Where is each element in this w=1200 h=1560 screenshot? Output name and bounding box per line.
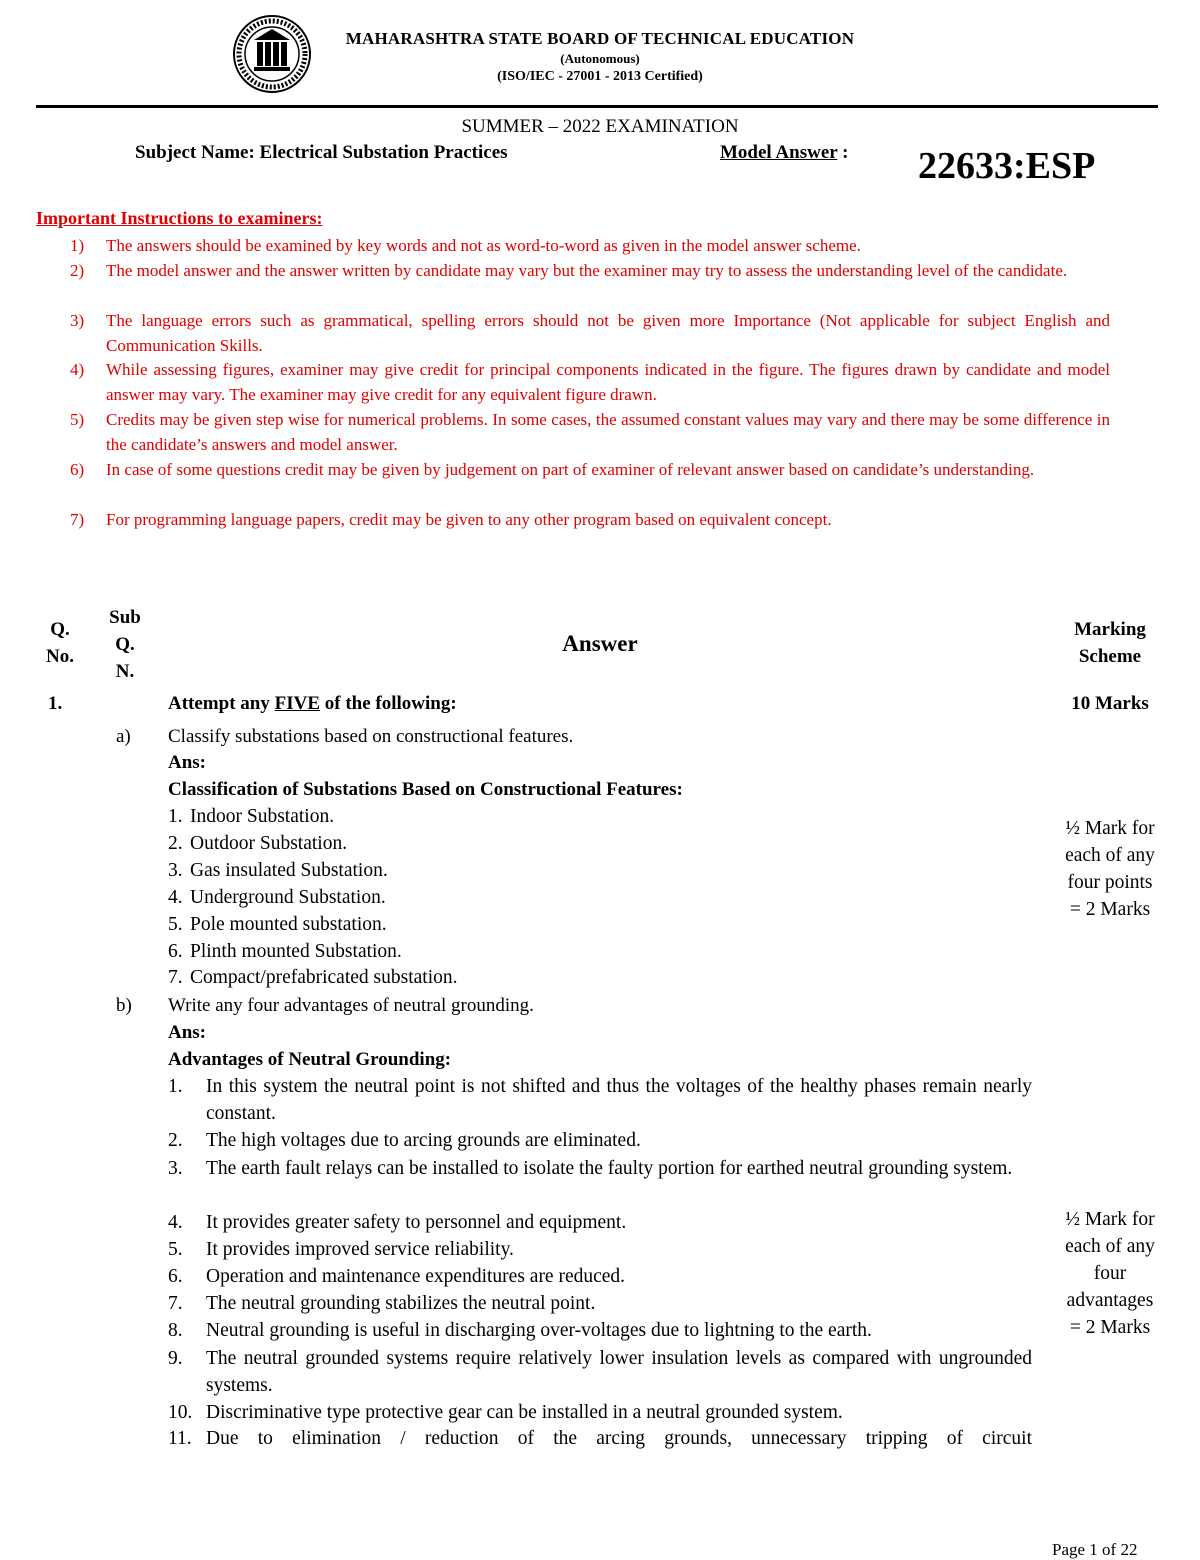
instruction-number: 6) <box>70 460 85 479</box>
instruction-text: The model answer and the answer written by candidate may vary but the examiner may try to assess the understanding level of the candidate. <box>106 261 1068 280</box>
instruction-item <box>70 508 1110 533</box>
marking-note-line: each of any <box>1065 1236 1155 1257</box>
instruction-item <box>70 408 1110 457</box>
item-number: 4. <box>168 1212 183 1233</box>
item-number: 10. <box>168 1402 193 1423</box>
sub-q-line-2: Q. <box>115 634 135 655</box>
page-number: Page 1 of 22 <box>1052 1540 1138 1559</box>
sub-q-line-1: Sub <box>109 607 141 628</box>
instructions-title: Important Instructions to examiners: <box>36 208 323 228</box>
marking-line-1: Marking <box>1074 619 1146 640</box>
item-text: Outdoor Substation. <box>190 833 348 854</box>
instruction-number: 4) <box>70 360 85 379</box>
subject-name: Subject Name: Electrical Substation Practices <box>135 142 508 163</box>
prompt-post: of the following: <box>320 693 457 714</box>
marking-note-line: ½ Mark for <box>1065 1209 1155 1230</box>
list-item <box>168 884 386 911</box>
item-number: 8. <box>168 1320 183 1341</box>
item-text: It provides greater safety to personnel and equipment. <box>206 1212 627 1233</box>
instruction-text: For programming language papers, credit may be given to any other program based on equivalent concept. <box>106 510 832 529</box>
item-text: Indoor Substation. <box>190 806 335 827</box>
item-text: The neutral grounding stabilizes the neutral point. <box>206 1293 596 1314</box>
list-item <box>168 1317 1032 1344</box>
marking-note-line: four points <box>1067 872 1153 893</box>
list-item <box>168 938 402 965</box>
list-item <box>168 1236 1032 1263</box>
item-text: Plinth mounted Substation. <box>190 941 402 962</box>
prompt-pre: Attempt any <box>168 693 275 714</box>
autonomous-label: (Autonomous) <box>560 51 640 66</box>
item-number: 3. <box>168 860 183 881</box>
list-item <box>168 857 388 884</box>
item-number: 5. <box>168 914 183 935</box>
exam-title: SUMMER – 2022 EXAMINATION <box>461 116 739 137</box>
item-number: 1. <box>168 806 183 827</box>
item-text: Underground Substation. <box>190 887 386 908</box>
marking-note-line: = 2 Marks <box>1069 1317 1151 1338</box>
model-answer-colon: : <box>837 142 849 163</box>
item-text: Gas insulated Substation. <box>190 860 388 881</box>
item-text: Operation and maintenance expenditures are reduced. <box>206 1266 626 1287</box>
q-no-header <box>30 616 90 670</box>
list-item <box>168 1399 1032 1426</box>
list-item <box>168 1073 1032 1127</box>
list-item <box>168 1127 1032 1154</box>
marking-note <box>1040 815 1180 923</box>
instruction-text: While assessing figures, examiner may give credit for principal components indicated in the figure. The figures drawn by candidate and model answer may vary. The examiner may give credit for any equivalent figure drawn. <box>106 360 1110 404</box>
instruction-item <box>70 234 1110 259</box>
list-item <box>168 1209 1032 1236</box>
instruction-text: The language errors such as grammatical, spelling errors should not be given more Importance (Not applicable for subject English and Communication Skills. <box>106 311 1110 355</box>
item-text: Compact/prefabricated substation. <box>190 967 458 988</box>
item-text: Due to elimination / reduction of the arcing grounds, unnecessary tripping of circuit <box>206 1428 1032 1449</box>
item-number: 5. <box>168 1239 183 1260</box>
item-text: Discriminative type protective gear can be installed in a neutral grounded system. <box>206 1402 843 1423</box>
marking-note-line: each of any <box>1065 845 1155 866</box>
sub-question-label: b) <box>116 995 132 1016</box>
question-number: 1. <box>48 693 63 714</box>
sub-q-header <box>95 604 155 685</box>
instruction-item <box>70 458 1110 483</box>
prompt-five: FIVE <box>274 693 321 714</box>
ans-label: Ans: <box>168 752 207 773</box>
list-item <box>168 1290 1032 1317</box>
list-item <box>168 911 387 938</box>
marking-note-line: four <box>1093 1263 1127 1284</box>
list-item <box>168 830 347 857</box>
item-text: The earth fault relays can be installed to isolate the faulty portion for earthed neutral grounding system. <box>206 1158 1013 1179</box>
instruction-number: 1) <box>70 236 85 255</box>
instruction-number: 2) <box>70 261 85 280</box>
instruction-number: 3) <box>70 311 85 330</box>
certification-label: (ISO/IEC - 27001 - 2013 Certified) <box>497 69 703 84</box>
item-text: Neutral grounding is useful in discharging over-voltages due to lightning to the earth. <box>206 1320 872 1341</box>
item-number: 9. <box>168 1348 183 1369</box>
marking-note <box>1040 1206 1180 1341</box>
instruction-number: 5) <box>70 410 85 429</box>
marking-scheme-header <box>1040 616 1180 670</box>
subject-code: 22633:ESP <box>918 145 1096 187</box>
item-number: 4. <box>168 887 183 908</box>
answer-heading: Classification of Substations Based on Constructional Features: <box>168 779 683 800</box>
item-number: 6. <box>168 941 183 962</box>
ans-label: Ans: <box>168 1022 207 1043</box>
item-number: 1. <box>168 1076 183 1097</box>
model-answer-label <box>720 142 848 164</box>
list-item <box>168 1263 1032 1290</box>
item-text: The neutral grounded systems require relatively lower insulation levels as compared with ungrounded systems. <box>206 1348 1032 1396</box>
list-item <box>168 1155 1032 1182</box>
item-text: Pole mounted substation. <box>190 914 387 935</box>
instruction-number: 7) <box>70 510 85 529</box>
marking-note-line: advantages <box>1066 1290 1154 1311</box>
instruction-item <box>70 358 1110 407</box>
sub-q-line-3: N. <box>115 661 135 682</box>
model-answer-text: Model Answer <box>720 142 838 163</box>
question-prompt <box>168 690 457 717</box>
item-text: It provides improved service reliability. <box>206 1239 514 1260</box>
list-item <box>168 1345 1032 1399</box>
instruction-text: The answers should be examined by key words and not as word-to-word as given in the model answer scheme. <box>106 236 861 255</box>
list-item <box>168 803 334 830</box>
instruction-item <box>70 259 1110 284</box>
item-number: 2. <box>168 1130 183 1151</box>
item-number: 7. <box>168 1293 183 1314</box>
sub-question-text: Classify substations based on constructional features. <box>168 726 574 747</box>
item-number: 2. <box>168 833 183 854</box>
sub-question-text: Write any four advantages of neutral grounding. <box>168 995 534 1016</box>
answer-header: Answer <box>562 631 638 656</box>
marking-line-2: Scheme <box>1078 646 1142 667</box>
item-number: 6. <box>168 1266 183 1287</box>
list-item <box>168 1425 1032 1452</box>
item-number: 11. <box>168 1428 192 1449</box>
question-marks: 10 Marks <box>1071 693 1149 714</box>
instruction-text: Credits may be given step wise for numerical problems. In some cases, the assumed constant values may vary and there may be some difference in the candidate’s answers and model answer. <box>106 410 1110 454</box>
instruction-item <box>70 309 1110 358</box>
marking-note-line: = 2 Marks <box>1069 899 1151 920</box>
item-text: In this system the neutral point is not shifted and thus the voltages of the healthy phases remain nearly constant. <box>206 1076 1032 1124</box>
org-name: MAHARASHTRA STATE BOARD OF TECHNICAL EDUCATION <box>345 29 855 48</box>
sub-question-label: a) <box>116 726 131 747</box>
q-no-line-2: No. <box>46 646 74 667</box>
instruction-text: In case of some questions credit may be given by judgement on part of examiner of relevant answer based on candidate’s understanding. <box>106 460 1035 479</box>
marking-note-line: ½ Mark for <box>1065 818 1155 839</box>
item-number: 7. <box>168 967 183 988</box>
answer-heading: Advantages of Neutral Grounding: <box>168 1049 452 1070</box>
list-item <box>168 964 458 991</box>
header-divider <box>36 105 1158 108</box>
q-no-line-1: Q. <box>50 619 70 640</box>
item-text: The high voltages due to arcing grounds are eliminated. <box>206 1130 641 1151</box>
item-number: 3. <box>168 1158 183 1179</box>
msbte-logo <box>232 14 312 94</box>
